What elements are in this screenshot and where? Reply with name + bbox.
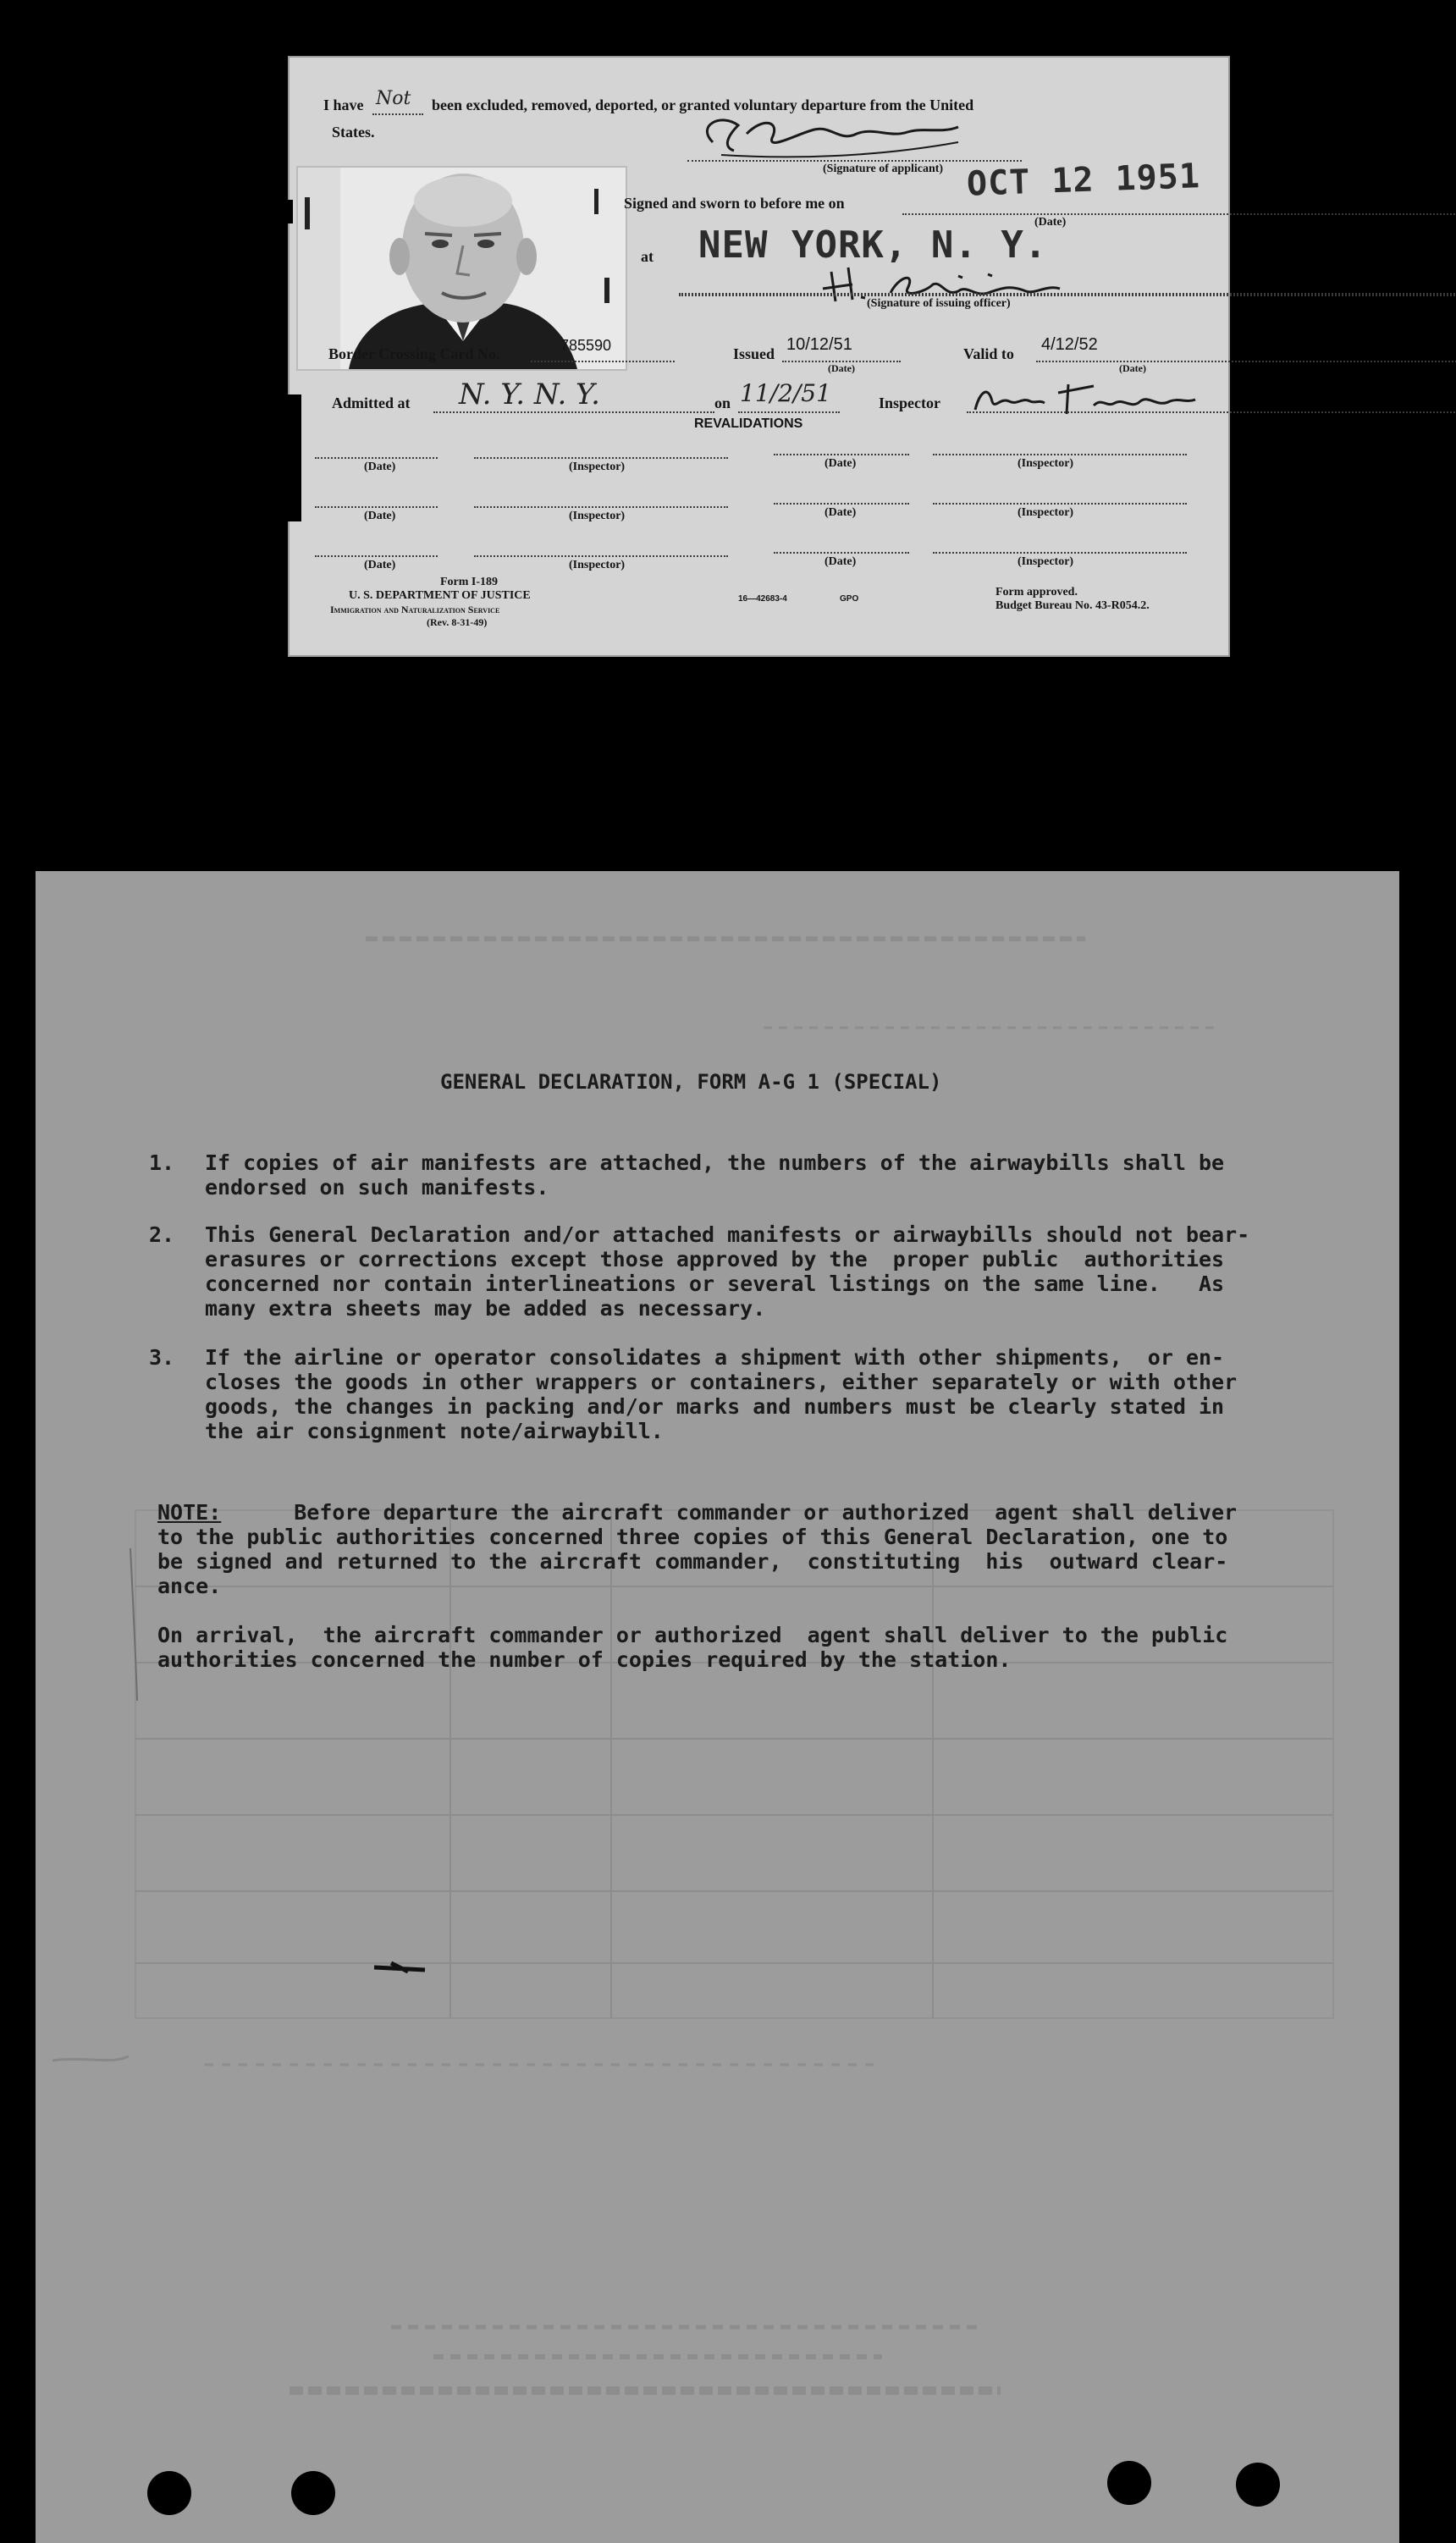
sworn-date-stamp: OCT 12 1951 bbox=[966, 157, 1201, 204]
valid-to-date: 4/12/52 bbox=[1041, 335, 1098, 354]
card-number-label: Border Crossing Card No. bbox=[328, 345, 500, 362]
budget-bureau-number: Budget Bureau No. 43-R054.2. bbox=[995, 599, 1150, 612]
note-line: ance. bbox=[157, 1574, 222, 1598]
note-label: NOTE: bbox=[157, 1500, 222, 1525]
sworn-label: Signed and sworn to before me on bbox=[624, 195, 845, 212]
instruction-item-line: concerned nor contain interlineations or several listings on the same line. As bbox=[205, 1272, 1225, 1296]
print-code: 16—42683-4 bbox=[738, 594, 787, 604]
admitted-at-label: Admitted at bbox=[332, 394, 411, 411]
reval-date-caption: (Date) bbox=[364, 510, 396, 522]
card-edge-notch bbox=[288, 394, 301, 521]
valid-to-label: Valid to bbox=[963, 345, 1014, 362]
revalidations-heading: REVALIDATIONS bbox=[694, 416, 803, 431]
gpo-mark: GPO bbox=[840, 594, 859, 604]
note-line: be signed and returned to the aircraft commander, constituting his outward clear- bbox=[157, 1549, 1228, 1574]
form-number: Form I-189 bbox=[440, 576, 499, 588]
sworn-place-stamp: NEW YORK, N. Y. bbox=[698, 223, 1048, 267]
general-declaration-page bbox=[36, 871, 1399, 2543]
instruction-item-number: 2. bbox=[149, 1222, 175, 1247]
instruction-item-line: If the airline or operator consolidates a shipment with other shipments, or en- bbox=[205, 1345, 1225, 1370]
issued-date-caption: (Date) bbox=[828, 362, 855, 374]
punch-hole bbox=[1107, 2461, 1151, 2505]
reval-date-caption: (Date) bbox=[825, 555, 857, 568]
instruction-item-line: If copies of air manifests are attached, the numbers of the airwaybills shall be bbox=[205, 1150, 1225, 1175]
issued-date: 10/12/51 bbox=[786, 335, 852, 354]
instruction-item-line: goods, the changes in packing and/or marks and numbers must be clearly stated in bbox=[205, 1394, 1225, 1419]
reval-inspector-caption: (Inspector) bbox=[569, 461, 626, 473]
reval-inspector-caption: (Inspector) bbox=[1018, 457, 1074, 470]
reval-date-caption: (Date) bbox=[825, 457, 857, 470]
admitted-place: N. Y. N. Y. bbox=[459, 378, 600, 411]
note-line: Before departure the aircraft commander or authorized agent shall deliver bbox=[230, 1500, 1238, 1525]
show-through-background bbox=[36, 871, 1399, 2543]
admitted-date: 11/2/51 bbox=[740, 379, 831, 407]
arrival-line: On arrival, the aircraft commander or authorized agent shall deliver to the public bbox=[157, 1623, 1228, 1647]
reval-inspector-caption: (Inspector) bbox=[1018, 555, 1074, 568]
instruction-item-line: many extra sheets may be added as necessary. bbox=[205, 1296, 766, 1321]
inspector-label: Inspector bbox=[879, 394, 940, 411]
reval-date-caption: (Date) bbox=[364, 559, 396, 571]
applicant-signature bbox=[687, 108, 967, 168]
reval-date-caption: (Date) bbox=[825, 506, 857, 519]
exclusion-statement-text: been excluded, removed, deported, or granted voluntary departure from the United bbox=[432, 97, 974, 113]
applicant-signature-caption: (Signature of applicant) bbox=[823, 163, 944, 175]
instruction-item-line: erasures or corrections except those approved by the proper public authorities bbox=[205, 1247, 1225, 1272]
reval-inspector-caption: (Inspector) bbox=[569, 559, 626, 571]
instruction-item-line: endorsed on such manifests. bbox=[205, 1175, 549, 1200]
card-number: 785590 bbox=[560, 337, 612, 354]
punch-hole bbox=[147, 2471, 191, 2515]
issued-label: Issued bbox=[733, 345, 775, 362]
punch-hole bbox=[291, 2471, 335, 2515]
issuing-officer-caption: (Signature of issuing officer) bbox=[867, 297, 1011, 310]
sworn-date-caption: (Date) bbox=[1034, 216, 1067, 229]
admitted-on-label: on bbox=[714, 394, 731, 411]
form-revision: (Rev. 8-31-49) bbox=[427, 616, 488, 628]
exclusion-statement-continued: States. bbox=[332, 124, 375, 141]
exclusion-statement-handwritten: Not bbox=[376, 88, 411, 109]
at-label: at bbox=[641, 248, 654, 265]
instruction-item-line: closes the goods in other wrappers or containers, either separately or with other bbox=[205, 1370, 1238, 1394]
instruction-item-number: 1. bbox=[149, 1150, 175, 1175]
note-line: to the public authorities concerned three copies of this General Declaration, one to bbox=[157, 1525, 1228, 1549]
declaration-title: GENERAL DECLARATION, FORM A-G 1 (SPECIAL) bbox=[440, 1070, 942, 1094]
reval-inspector-caption: (Inspector) bbox=[569, 510, 626, 522]
reval-date-caption: (Date) bbox=[364, 461, 396, 473]
form-approved: Form approved. bbox=[995, 586, 1078, 599]
department-name: U. S. DEPARTMENT OF JUSTICE bbox=[349, 589, 531, 602]
exclusion-statement-prefix: I have bbox=[323, 97, 364, 113]
arrival-line: authorities concerned the number of copies required by the station. bbox=[157, 1647, 1012, 1672]
instruction-item-line: the air consignment note/airwaybill. bbox=[205, 1419, 664, 1443]
service-name: Immigration and Naturalization Service bbox=[330, 604, 500, 615]
valid-to-caption: (Date) bbox=[1119, 362, 1146, 374]
reval-inspector-caption: (Inspector) bbox=[1018, 506, 1074, 519]
punch-hole bbox=[1236, 2463, 1280, 2507]
instruction-item-line: This General Declaration and/or attached manifests or airwaybills should not bear- bbox=[205, 1222, 1250, 1247]
card-edge-notch bbox=[288, 200, 293, 223]
border-crossing-card bbox=[288, 56, 1230, 657]
instruction-item-number: 3. bbox=[149, 1345, 175, 1370]
